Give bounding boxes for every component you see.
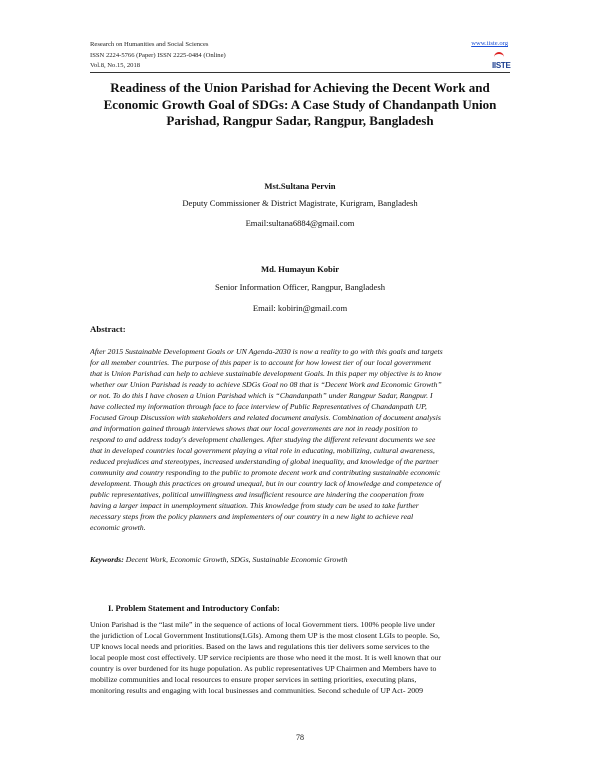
abstract-line: or not. To do this I have chosen a Union Parishad which is “Chandanpath” under Rangpur Sadar, Rangpur. I xyxy=(90,391,433,400)
body-line: local people most cost effectively. UP service recipients are those who need it the most. It is well known that our xyxy=(90,653,442,662)
keywords-text: Decent Work, Economic Growth, SDGs, Sustainable Economic Growth xyxy=(123,555,348,564)
abstract-line: having a larger impact in unemployment situation. This knowledge from study can be used to take further xyxy=(90,501,419,510)
journal-volume: Vol.8, No.15, 2018 xyxy=(90,62,141,69)
author-1-name: Mst.Sultana Pervin xyxy=(264,181,336,191)
body-line: Union Parishad is the “last mile” in the sequence of actions of local Government tiers. 100% people live under xyxy=(90,620,435,629)
abstract-line: public representatives, political unwillingness and insufficient resource are hindering the cooperation from xyxy=(90,490,424,499)
body-line: UP knows local needs and priorities. Based on the laws and regulations this tier delivers some services to the xyxy=(90,642,430,651)
abstract-line: have collected my information through face to face interview of Public Representatives of Chandanpath UP, xyxy=(90,402,427,411)
author-1-affiliation: Deputy Commissioner & District Magistrate, Kurigram, Bangladesh xyxy=(182,198,418,208)
journal-name: Research on Humanities and Social Sciences xyxy=(90,41,209,48)
page-number: 78 xyxy=(296,733,304,742)
author-2-name: Md. Humayun Kobir xyxy=(260,264,340,274)
abstract-text xyxy=(90,346,510,533)
body-line: monitoring results and engaging with local businesses and communities. Second schedule of UP Act- 2009 xyxy=(90,686,423,695)
abstract-line: necessary steps from the policy planners and implementers of our country in a new light to achieve real xyxy=(90,512,414,521)
abstract-line: Focused Group Discussion with stakeholders and related document analysis. Combination of document analysis xyxy=(90,413,441,422)
abstract-line: that is Union Parishad can help to achieve sustainable development Goals. In this paper my objective is to know xyxy=(90,369,442,378)
abstract-line: economic growth. xyxy=(90,523,146,532)
abstract-line: whether our Union Parishad is ready to achieve SDGs Goal no 08 that is “Decent Work and Economic Growth” xyxy=(90,380,442,389)
abstract-line: for all member countries. The purpose of this paper is to account for how lowest tier of our local government xyxy=(90,358,431,367)
body-line: mobilize communities and local resources to ensure proper services in setting priorities, executing plans, xyxy=(90,675,417,684)
abstract-line: and information gained through interviews shows that our local governments are not in ready position to xyxy=(90,424,418,433)
section-1-heading: I. Problem Statement and Introductory Confab: xyxy=(108,604,280,613)
abstract-line: After 2015 Sustainable Development Goals or UN Agenda-2030 is now a reality to go with this goals and targets xyxy=(90,347,443,356)
journal-website-link[interactable]: www.iiste.org xyxy=(471,40,508,47)
author-2-email: Email: kobirin@gmail.com xyxy=(252,303,348,313)
journal-issn: ISSN 2224-5766 (Paper) ISSN 2225-0484 (Online) xyxy=(90,51,226,59)
header-divider xyxy=(90,72,510,73)
abstract-line: respond to and address today's development challenges. After studying the different relevant documents we see xyxy=(90,435,436,444)
abstract-line: community and country responding to the public to promote decent work and contributing sustainable economic xyxy=(90,468,441,477)
author-2-affiliation: Senior Information Officer, Rangpur, Bangladesh xyxy=(214,282,386,292)
paper-title: Readiness of the Union Parishad for Achieving the Decent Work and Economic Growth Goal of SDGs: A Case Study of Chandanpath Union Parishad, Rangpur Sadar, Rangpur, Bangladesh xyxy=(103,80,497,128)
body-line: country is over burdened for its huge population. As public representatives UP Chairmen and Members have to xyxy=(90,664,437,673)
abstract-line: reduced prejudices and stereotypes, increased understanding of global inequality, and knowledge of the partner xyxy=(90,457,439,466)
abstract-line: that in developed countries local government playing a vital role in educating, mobilizing, cultural awareness, xyxy=(90,446,435,455)
keywords-label: Keywords: xyxy=(90,555,124,564)
iiste-logo-icon xyxy=(491,51,511,71)
body-line: the juridiction of Local Government Institutions(LGIs). Among them UP is the most closent LGIs to people. So, xyxy=(90,631,440,640)
abstract-heading: Abstract: xyxy=(90,324,126,334)
keywords xyxy=(90,555,348,564)
journal-header xyxy=(90,40,226,72)
author-1-email: Email:sultana6884@gmail.com xyxy=(245,218,355,228)
abstract-line: development. Though this practices on ground unequal, but in our country lack of knowledge and competence of xyxy=(90,479,441,488)
logo-text: IISTE xyxy=(492,61,511,70)
section-1-body xyxy=(90,619,510,696)
